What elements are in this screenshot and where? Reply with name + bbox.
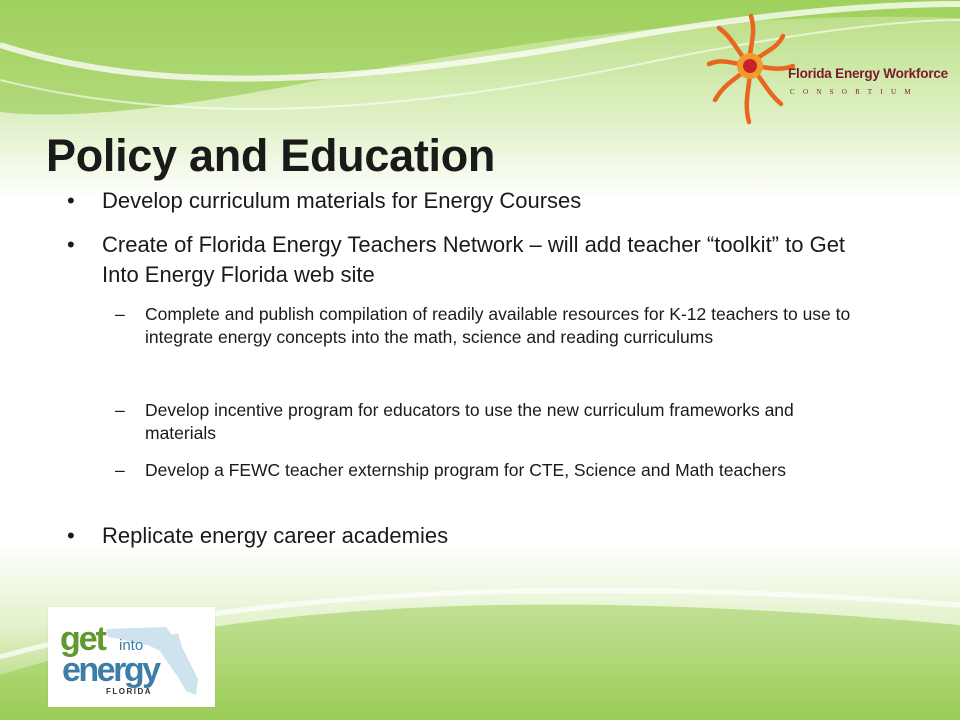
- dash-marker: –: [115, 304, 125, 324]
- bullet-item: [67, 521, 862, 551]
- dash-marker: –: [115, 460, 125, 480]
- sub-bullet-text: Complete and publish compilation of readily available resources for K-12 teachers to use to integrate energy concepts into the math, science and reading curriculums: [145, 304, 851, 347]
- dash-marker: –: [115, 400, 125, 420]
- sub-bullet-item: [115, 399, 865, 445]
- logo-energy-text: energy: [62, 651, 159, 689]
- bullet-text: Create of Florida Energy Teachers Network – will add teacher “toolkit” to Get Into Energy Florida web site: [102, 232, 846, 287]
- bullet-item: [67, 186, 862, 216]
- bullet-marker: •: [67, 188, 75, 213]
- slide-title: Policy and Education: [46, 130, 496, 181]
- bullet-text: Develop curriculum materials for Energy Courses: [102, 188, 582, 213]
- fewc-logo-name: Florida Energy Workforce: [788, 66, 948, 81]
- bullet-item: [67, 230, 862, 290]
- fewc-logo-subtitle: CONSORTIUM: [790, 88, 919, 96]
- sub-bullet-item: [115, 459, 865, 482]
- get-into-energy-logo: [48, 607, 215, 707]
- bullet-marker: •: [67, 232, 75, 257]
- bullet-marker: •: [67, 523, 75, 548]
- bullet-text: Replicate energy career academies: [102, 523, 449, 548]
- sub-bullet-text: Develop incentive program for educators to use the new curriculum frameworks and materials: [145, 400, 794, 443]
- logo-get-text: get: [60, 620, 105, 658]
- logo-into-text: into: [119, 637, 144, 654]
- logo-florida-text: FLORIDA: [106, 687, 153, 696]
- sub-bullet-item: [115, 303, 865, 349]
- sub-bullet-text: Develop a FEWC teacher externship program for CTE, Science and Math teachers: [145, 460, 786, 480]
